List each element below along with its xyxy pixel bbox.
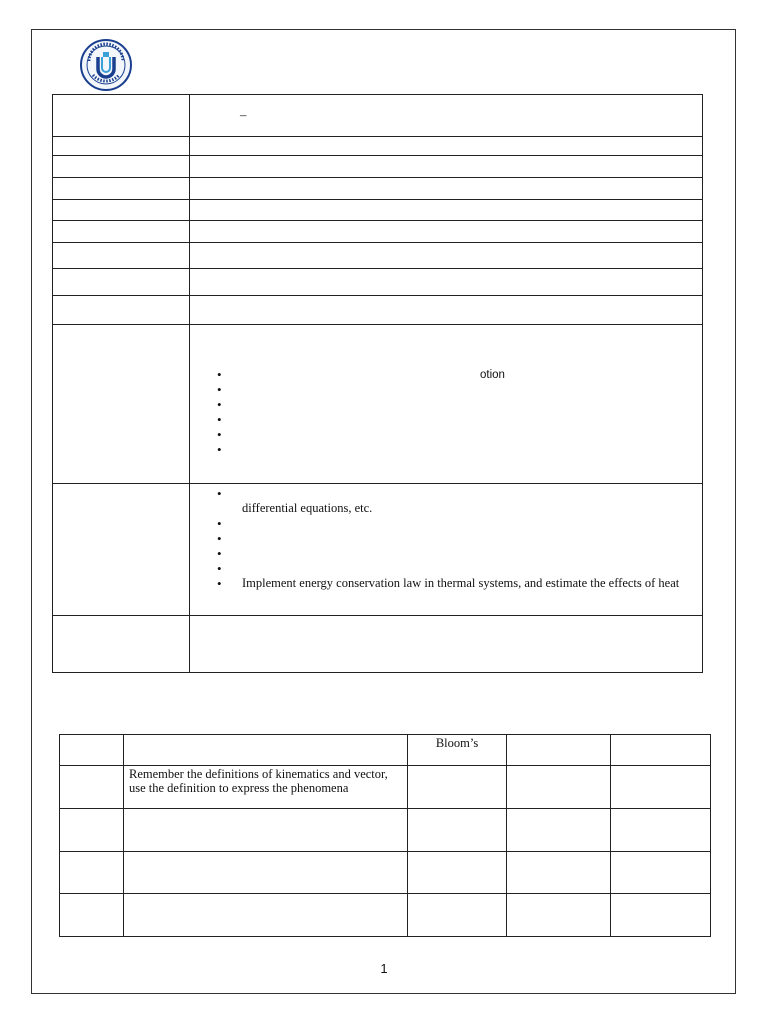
- table-cell: [408, 809, 507, 852]
- info-label-cell: [53, 243, 190, 269]
- bullet-item: [190, 516, 702, 531]
- info-label-cell: [53, 296, 190, 325]
- table-cell: [611, 809, 711, 852]
- table-cell: [60, 766, 124, 809]
- bullet-item: • otion: [217, 367, 505, 382]
- bullet-icon: •: [217, 397, 222, 412]
- info-value-cell: [190, 221, 703, 243]
- table-header-row: [60, 735, 711, 766]
- info-value-cell: [190, 296, 703, 325]
- table-cell: [408, 894, 507, 937]
- bullet-icon: •: [217, 412, 222, 427]
- course-info-table: [52, 94, 703, 673]
- header-cell-blooms: Bloom’s: [408, 735, 507, 766]
- bullet-icon: •: [217, 576, 222, 591]
- outcomes-cell: [190, 484, 703, 616]
- bullet-item: [190, 486, 702, 501]
- info-label-cell: [53, 616, 190, 673]
- bullet-icon: •: [217, 382, 222, 397]
- objectives-bullet-list: [190, 367, 702, 457]
- info-value-cell: [190, 137, 703, 156]
- table-cell: [124, 809, 408, 852]
- info-label-cell: [53, 484, 190, 616]
- bullet-item: [190, 382, 702, 397]
- title-dash: –: [240, 107, 247, 122]
- table-row: [60, 894, 711, 937]
- table-row: [60, 852, 711, 894]
- table-cell: [124, 894, 408, 937]
- bullet-icon: •: [217, 546, 222, 561]
- info-value-cell: [190, 178, 703, 200]
- table-cell: [124, 852, 408, 894]
- bullet-icon: •: [217, 516, 222, 531]
- outcome-cell: Remember the definitions of kinematics and vector, use the definition to express the phenomena: [124, 766, 408, 809]
- table-cell: [507, 809, 611, 852]
- info-value-cell: [190, 269, 703, 296]
- header-cell: [507, 735, 611, 766]
- bullet-icon: •: [217, 367, 222, 382]
- university-logo-icon: [80, 39, 132, 91]
- bullet-item: • Implement energy conservation law in thermal systems, and estimate the effects of heat: [217, 576, 680, 591]
- bullet-item: [190, 412, 702, 427]
- table-cell: [60, 852, 124, 894]
- table-cell: [60, 894, 124, 937]
- bullet-icon: •: [217, 442, 222, 457]
- info-value-cell: [190, 156, 703, 178]
- bullet-icon: •: [217, 486, 222, 501]
- table-row: [60, 766, 711, 809]
- info-label-cell: [53, 178, 190, 200]
- bullet-item: [190, 546, 702, 561]
- info-label-cell: [53, 137, 190, 156]
- info-value-cell: [190, 616, 703, 673]
- bullet-item: [190, 561, 702, 576]
- page-number: 1: [380, 961, 388, 976]
- header-cell: [611, 735, 711, 766]
- table-cell: [507, 894, 611, 937]
- learning-outcomes-table: [59, 734, 711, 937]
- table-cell: [611, 766, 711, 809]
- info-value-cell: [190, 243, 703, 269]
- table-cell: [408, 766, 507, 809]
- bullet-item: [190, 531, 702, 546]
- info-value-cell: [190, 95, 703, 137]
- info-label-cell: [53, 325, 190, 484]
- table-row: [60, 809, 711, 852]
- bullet-item: [190, 442, 702, 457]
- table-cell: [611, 852, 711, 894]
- bullet-icon: •: [217, 427, 222, 442]
- info-label-cell: [53, 269, 190, 296]
- info-label-cell: [53, 156, 190, 178]
- info-label-cell: [53, 95, 190, 137]
- table-cell: [507, 852, 611, 894]
- info-label-cell: [53, 221, 190, 243]
- bullet-item: [190, 397, 702, 412]
- bullet-icon: •: [217, 531, 222, 546]
- bullet-item: [190, 427, 702, 442]
- info-value-cell: [190, 200, 703, 221]
- outcomes-bullet-list: [190, 486, 702, 591]
- bullet-continuation: differential equations, etc.: [242, 501, 373, 515]
- table-cell: [611, 894, 711, 937]
- table-cell: [60, 809, 124, 852]
- info-label-cell: [53, 200, 190, 221]
- header-cell: [124, 735, 408, 766]
- header-cell: [60, 735, 124, 766]
- bullet-icon: •: [217, 561, 222, 576]
- objectives-cell: [190, 325, 703, 484]
- table-cell: [507, 766, 611, 809]
- table-cell: [408, 852, 507, 894]
